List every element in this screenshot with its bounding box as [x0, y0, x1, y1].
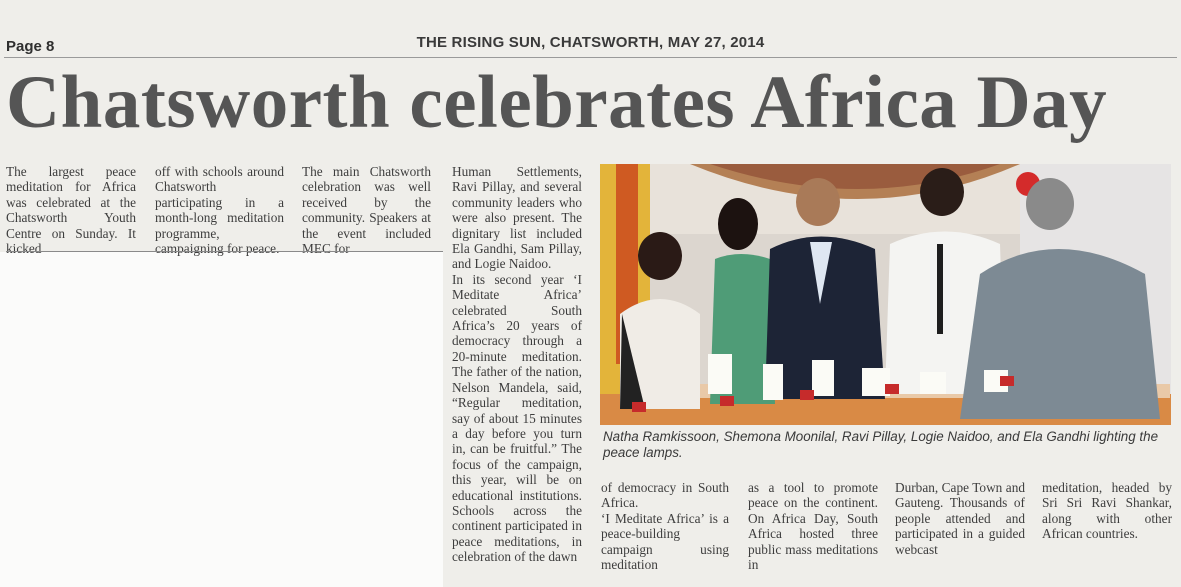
blank-area: [0, 252, 443, 587]
article-column-5: [601, 480, 729, 572]
paragraph: off with schools around Chatsworth participating in a month-long meditation programme, campaigning for peace.: [155, 164, 284, 257]
article-column-2: [155, 164, 284, 256]
article-column-8: [1042, 480, 1172, 542]
column-rule: [6, 251, 443, 252]
paragraph: ‘I Meditate Africa’ is a peace-building campaign using meditation: [601, 510, 729, 573]
masthead: THE RISING SUN, CHATSWORTH, MAY 27, 2014: [416, 34, 765, 51]
paragraph: Durban, Cape Town and Gauteng. Thousands of people attended and participated in a guided webcast: [895, 480, 1025, 557]
paragraph: meditation, headed by Sri Sri Ravi Shankar, along with other African countries.: [1042, 480, 1172, 542]
photo-illustration: [600, 164, 1171, 425]
headline: Chatsworth celebrates Africa Day: [6, 61, 1108, 144]
article-photo: [600, 164, 1171, 425]
header-rule: [4, 57, 1177, 58]
photo-caption: Natha Ramkissoon, Shemona Moonilal, Ravi Pillay, Logie Naidoo, and Ela Gandhi lighting the peace lamps.: [603, 429, 1159, 460]
page-number: Page 8: [6, 38, 55, 55]
paragraph: Human Settlements, Ravi Pillay, and several community leaders who were also present. The dignitary list included Ela Gandhi, Sam Pillay, and Logie Naidoo.: [452, 164, 582, 272]
paragraph: In its second year ‘I Meditate Africa’ celebrated South Africa’s 20 years of democracy through a 20-minute meditation. The father of the nation, Nelson Mandela, said, “Regular meditation, say of about 15 minutes a day before you turn in, can be fruitful.” The focus of the campaign, this year, will be on educational institutions. Schools across the continent participated in peace meditations, in celebration of the dawn: [452, 271, 582, 565]
paragraph: of democracy in South Africa.: [601, 480, 729, 511]
paragraph: The main Chatsworth celebration was well received by the community. Speakers at the event included MEC for: [302, 164, 431, 257]
paragraph: as a tool to promote peace on the continent. On Africa Day, South Africa hosted three public mass meditations in: [748, 480, 878, 573]
paragraph: The largest peace meditation for Africa was celebrated at the Chatsworth Youth Centre on Sunday. It kicked: [6, 164, 136, 257]
article-column-6: [748, 480, 878, 572]
article-column-3: [302, 164, 431, 256]
article-column-7: [895, 480, 1025, 557]
article-column-1: [6, 164, 136, 256]
article-column-4: [452, 164, 582, 565]
